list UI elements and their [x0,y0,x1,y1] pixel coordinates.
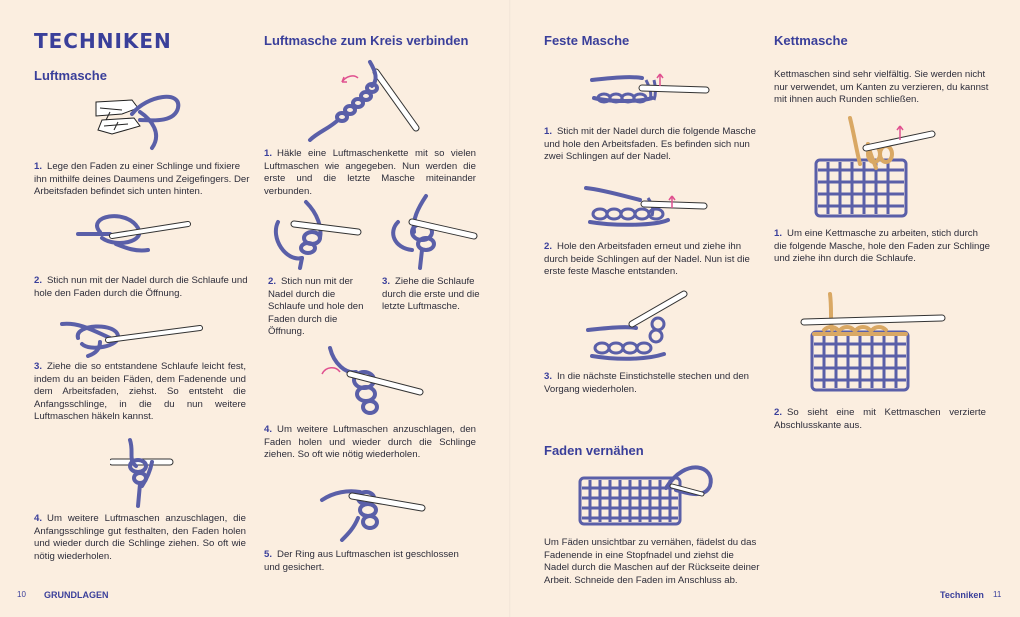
figure-slip-knot [60,318,206,358]
figure-sc-step-3 [586,290,704,362]
kreis-step-5: 5. Der Ring aus Luftmaschen ist geschlossen und gesichert. [264,549,459,573]
vernaehen-text: Um Fäden unsichtbar zu vernähen, fädelst du das Fadenende in eine Stopfnadel und ziehst die Nadel durch die Maschen auf der Rückseite deiner Arbeit. Schneide den Faden im Anschluss ab. [544,537,760,586]
luftmasche-step-1: 1. Lege den Faden zu einer Schlinge und fixiere ihn mithilfe deines Daumens und Zeigefingers. Der Arbeitsfaden befindet sich unten hinten. [34,161,250,198]
feste-step-3: 3. In die nächste Einstichstelle stechen und den Vorgang wiederholen. [544,371,750,395]
footer-label-left: GRUNDLAGEN [44,590,109,600]
figure-ring-closed [318,478,428,542]
heading-luftmasche: Luftmasche [34,68,107,83]
figure-ring-pull-through [382,192,478,270]
kreis-step-2: 2. Stich nun mit der Nadel durch die Schlaufe und hole den Faden durch die Öffnung. [268,276,364,338]
figure-chain-ring-start [306,58,426,142]
heading-kreis: Luftmasche zum Kreis verbinden [264,33,469,48]
luftmasche-step-4: 4. Um weitere Luftmaschen anzuschlagen, die Anfangsschlinge gut festhalten, den Faden holen und wieder durch die Schlinge ziehen. So oft wie nötig wiederholen. [34,513,246,562]
heading-feste-masche: Feste Masche [544,33,630,48]
heading-faden-vernaehen: Faden vernähen [544,443,644,458]
kett-step-2: 2. So sieht eine mit Kettmaschen verzierte Abschlusskante aus. [774,407,986,431]
figure-ring-hook-in [266,198,362,270]
figure-slip-stitch-edge [800,290,946,394]
figure-ring-continue [316,344,426,420]
figure-sc-step-1 [590,68,710,110]
feste-step-2: 2. Hole den Arbeitsfaden erneut und ziehe ihn durch beide Schlingen auf der Nadel. Nun ist die erste feste Masche entstanden. [544,241,750,278]
kreis-step-3: 3. Ziehe die Schlaufe durch die erste und die letzte Luftmasche. [382,276,480,313]
footer-label-right: Techniken [940,590,984,600]
luftmasche-step-2: 2. Stich nun mit der Nadel durch die Schlaufe und hole den Faden durch die Öffnung. [34,275,248,299]
figure-slip-stitch [810,114,936,220]
feste-step-1: 1. Stich mit der Nadel durch die folgende Masche und hole den Arbeitsfaden. Es befinden sich nun zwei Schlingen auf der Nadel. [544,126,756,163]
page-title: TECHNIKEN [34,29,172,53]
page-gutter [509,0,511,617]
figure-chain-start [110,436,176,508]
kett-intro: Kettmaschen sind sehr vielfältig. Sie werden nicht nur verwendet, um Kanten zu verzieren, du kannst mit ihnen auch Runden schließen. [774,69,989,106]
heading-kettmasche: Kettmasche [774,33,848,48]
kreis-step-4: 4. Um weitere Luftmaschen anzuschlagen, den Faden holen und wieder durch die Schlinge ziehen. So oft wie nötig wiederholen. [264,424,476,461]
luftmasche-step-3: 3. Ziehe die so entstandene Schlaufe leicht fest, indem du an beiden Fäden, dem Fadenende und dem Arbeitsfaden, ziehst. So entsteht die Anfangsschlinge, in die du nun weitere Luftmaschen häkeln kannst. [34,361,246,423]
figure-hook-through-loop [76,208,196,254]
figure-weave-in-ends [576,460,716,528]
page-number-left: 10 [17,590,26,599]
page-number-right: 11 [993,590,1002,599]
figure-loop-fingers [92,90,192,152]
kett-step-1: 1. Um eine Kettmasche zu arbeiten, stich durch die folgende Masche, hole den Faden zur Schlinge und ziehe ihn durch die Schlaufe. [774,228,991,265]
kreis-step-1: 1. Häkle eine Luftmaschenkette mit so vielen Luftmaschen wie angegeben. Nun werden die erste und die letzte Masche miteinander verbunden. [264,148,476,197]
figure-sc-step-2 [584,182,708,228]
